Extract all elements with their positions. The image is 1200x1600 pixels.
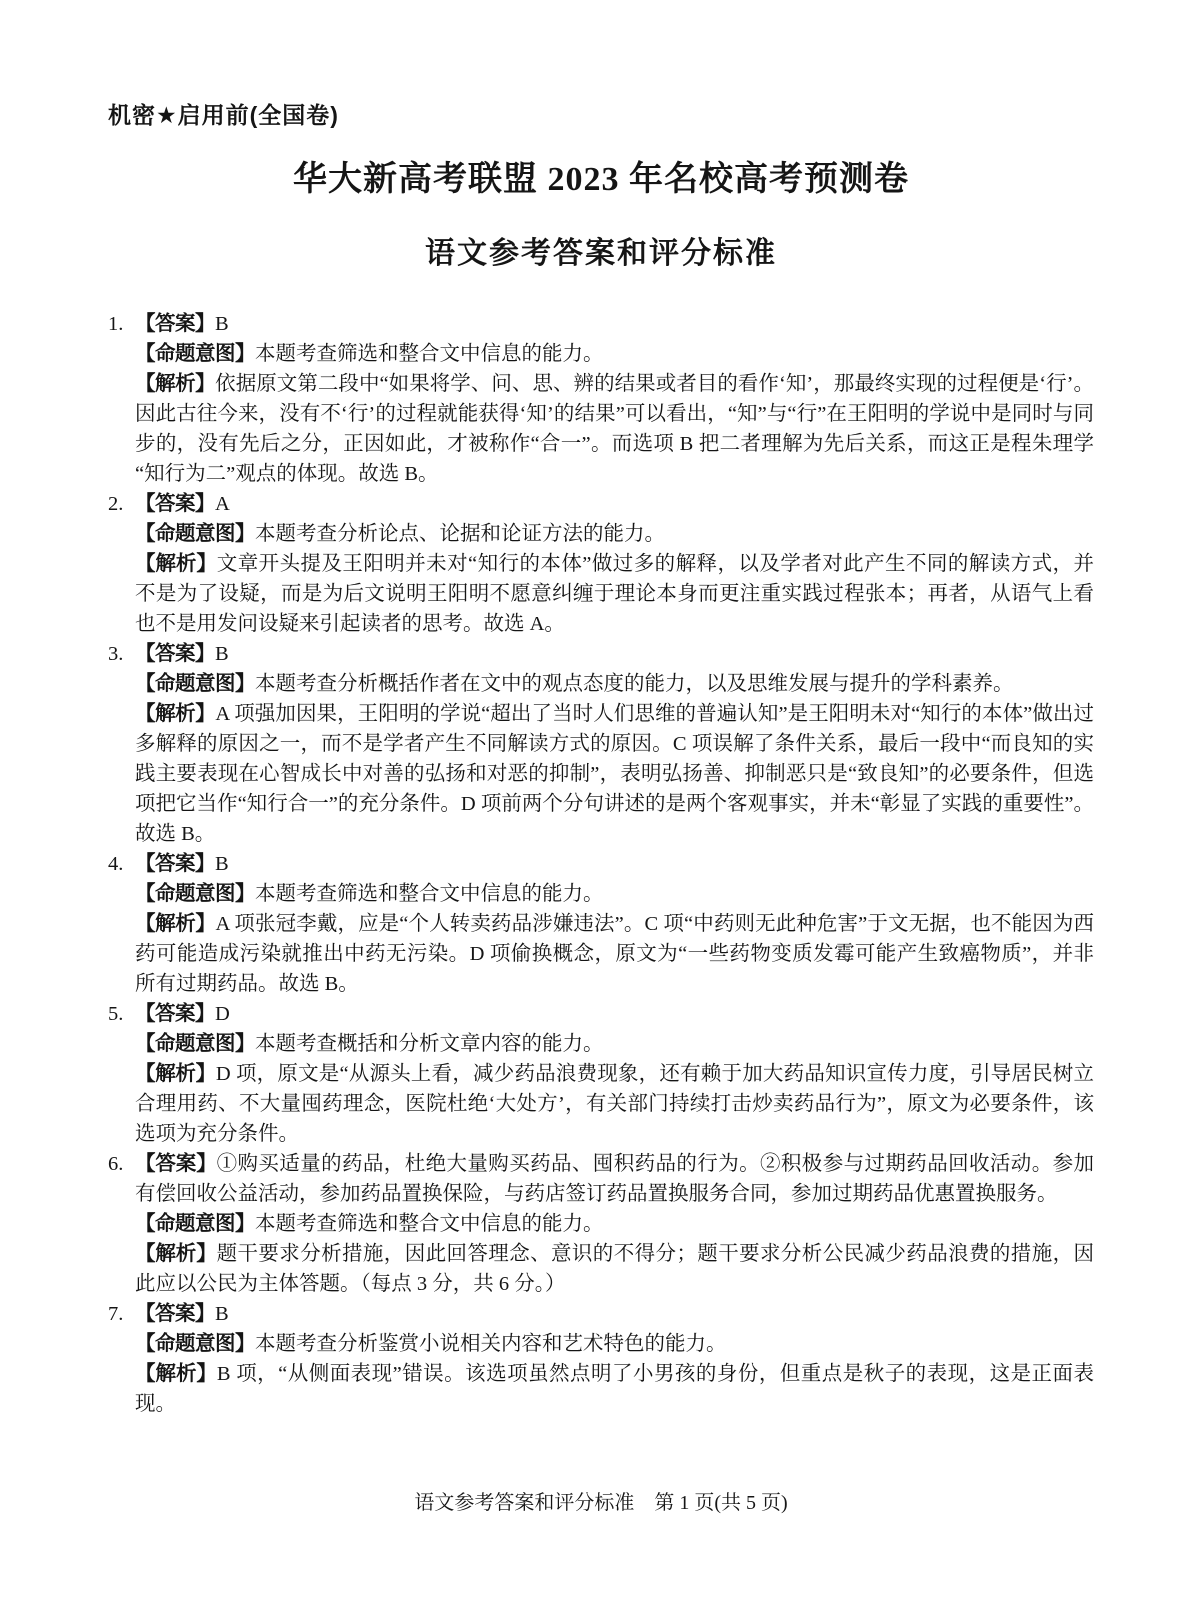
intent-text: 本题考查分析概括作者在文中的观点态度的能力，以及思维发展与提升的学科素养。 <box>255 673 1014 695</box>
intent-label: 【命题意图】 <box>135 1332 255 1355</box>
answer-line <box>135 1149 1094 1209</box>
analysis-label: 【解析】 <box>135 912 216 935</box>
intent-line <box>135 1209 1094 1239</box>
analysis-line <box>135 1239 1094 1299</box>
intent-line <box>135 519 1094 549</box>
intent-label: 【命题意图】 <box>135 882 255 905</box>
analysis-text: B 项，“从侧面表现”错误。该选项虽然点明了小男孩的身份，但重点是秋子的表现，这是正面表现。 <box>135 1363 1095 1415</box>
analysis-line <box>135 909 1094 999</box>
analysis-line <box>135 1059 1094 1149</box>
intent-line <box>135 669 1094 699</box>
intent-label: 【命题意图】 <box>135 1032 255 1055</box>
analysis-text: 依据原文第二段中“如果将学、问、思、辨的结果或者目的看作‘知’，那最终实现的过程便是‘行’。因此古往今来，没有不‘行’的过程就能获得‘知’的结果”可以看出，“知”与“行”在王阳明的学说中是同时与同步的，没有先后之分，正因如此，才被称作“合一”。而选项 B 把二者理解为先后关系，而这正是程朱理学“知行为二”观点的体现。故选 B。 <box>135 373 1094 485</box>
analysis-label: 【解析】 <box>135 702 216 725</box>
answer-item-6 <box>108 1149 1094 1299</box>
intent-label: 【命题意图】 <box>135 672 255 695</box>
answer-line <box>135 849 1094 879</box>
analysis-text: A 项强加因果，王阳明的学说“超出了当时人们思维的普遍认知”是王阳明未对“知行的本体”做出过多解释的原因之一，而不是学者产生不同解读方式的原因。C 项误解了条件关系，最后一段中“而良知的实践主要表现在心智成长中对善的弘扬和对恶的抑制”，表明弘扬善、抑制恶只是“致良知”的必要条件，但选项把它当作“知行合一”的充分条件。D 项前两个分句讲述的是两个客观事实，并未“彰显了实践的重要性”。故选 B。 <box>135 703 1094 845</box>
intent-line <box>135 1329 1094 1359</box>
page-content <box>108 102 1094 1419</box>
intent-text: 本题考查筛选和整合文中信息的能力。 <box>255 1213 604 1235</box>
answer-item-4 <box>108 849 1094 999</box>
answer-list <box>108 309 1094 1419</box>
item-number: 3. <box>108 643 124 665</box>
document-title: 华大新高考联盟 2023 年名校高考预测卷 <box>293 161 909 198</box>
item-number: 4. <box>108 853 124 875</box>
analysis-text: 文章开头提及王阳明并未对“知行的本体”做过多的解释，以及学者对此产生不同的解读方式，并不是为了设疑，而是为后文说明王阳明不愿意纠缠于理论本身而更注重实践过程张本；再者，从语气上看也不是用发问设疑来引起读者的思考。故选 A。 <box>135 553 1094 635</box>
item-number: 1. <box>108 313 124 335</box>
answer-item-1 <box>108 309 1094 489</box>
intent-label: 【命题意图】 <box>135 522 255 545</box>
answer-text: B <box>215 1303 229 1325</box>
answer-text: B <box>215 313 229 335</box>
intent-line <box>135 339 1094 369</box>
answer-text: D <box>215 1003 230 1025</box>
answer-item-3 <box>108 639 1094 849</box>
answer-label: 【答案】 <box>135 1302 215 1325</box>
answer-label: 【答案】 <box>135 1002 215 1025</box>
item-number: 6. <box>108 1153 124 1175</box>
answer-line <box>135 999 1094 1029</box>
answer-line <box>135 489 1094 519</box>
intent-text: 本题考查分析论点、论据和论证方法的能力。 <box>255 523 665 545</box>
analysis-line <box>135 549 1094 639</box>
answer-line <box>135 639 1094 669</box>
classification-notice: 机密★启用前(全国卷) <box>108 102 339 128</box>
analysis-label: 【解析】 <box>135 552 217 575</box>
intent-label: 【命题意图】 <box>135 1212 255 1235</box>
intent-text: 本题考查概括和分析文章内容的能力。 <box>255 1033 604 1055</box>
item-number: 2. <box>108 493 124 515</box>
answer-label: 【答案】 <box>135 642 215 665</box>
analysis-line <box>135 1359 1094 1419</box>
answer-item-2 <box>108 489 1094 639</box>
answer-text: B <box>215 643 229 665</box>
intent-line <box>135 879 1094 909</box>
answer-label: 【答案】 <box>135 312 215 335</box>
answer-text: B <box>215 853 229 875</box>
intent-line <box>135 1029 1094 1059</box>
analysis-label: 【解析】 <box>135 1362 217 1385</box>
page-footer: 语文参考答案和评分标准 第 1 页(共 5 页) <box>414 1492 788 1514</box>
analysis-label: 【解析】 <box>135 1062 216 1085</box>
answer-text: A <box>215 493 230 515</box>
analysis-text: 题干要求分析措施，因此回答理念、意识的不得分；题干要求分析公民减少药品浪费的措施，因此应以公民为主体答题。（每点 3 分，共 6 分。） <box>135 1243 1095 1295</box>
analysis-text: A 项张冠李戴，应是“个人转卖药品涉嫌违法”。C 项“中药则无此种危害”于文无据，也不能因为西药可能造成污染就推出中药无污染。D 项偷换概念，原文为“一些药物变质发霉可能产生致癌物质”，并非所有过期药品。故选 B。 <box>135 913 1095 995</box>
answer-label: 【答案】 <box>135 492 215 515</box>
analysis-label: 【解析】 <box>135 1242 217 1265</box>
analysis-line <box>135 699 1094 849</box>
analysis-text: D 项，原文是“从源头上看，减少药品浪费现象，还有赖于加大药品知识宣传力度，引导居民树立合理用药、不大量囤药理念，医院杜绝‘大处方’，有关部门持续打击炒卖药品行为”，原文为必要条件，该选项为充分条件。 <box>135 1063 1094 1145</box>
answer-label: 【答案】 <box>135 1152 217 1175</box>
intent-text: 本题考查分析鉴赏小说相关内容和艺术特色的能力。 <box>255 1333 727 1355</box>
item-number: 5. <box>108 1003 124 1025</box>
item-number: 7. <box>108 1303 124 1325</box>
answer-item-7 <box>108 1299 1094 1419</box>
analysis-line <box>135 369 1094 489</box>
intent-text: 本题考查筛选和整合文中信息的能力。 <box>255 883 604 905</box>
intent-label: 【命题意图】 <box>135 342 255 365</box>
answer-item-5 <box>108 999 1094 1149</box>
answer-line <box>135 309 1094 339</box>
analysis-label: 【解析】 <box>135 372 216 395</box>
intent-text: 本题考查筛选和整合文中信息的能力。 <box>255 343 604 365</box>
document-subtitle: 语文参考答案和评分标准 <box>425 237 777 270</box>
answer-line <box>135 1299 1094 1329</box>
answer-text: ①购买适量的药品，杜绝大量购买药品、囤积药品的行为。②积极参与过期药品回收活动。参加有偿回收公益活动，参加药品置换保险，与药店签订药品置换服务合同，参加过期药品优惠置换服务。 <box>135 1153 1095 1205</box>
answer-label: 【答案】 <box>135 852 215 875</box>
